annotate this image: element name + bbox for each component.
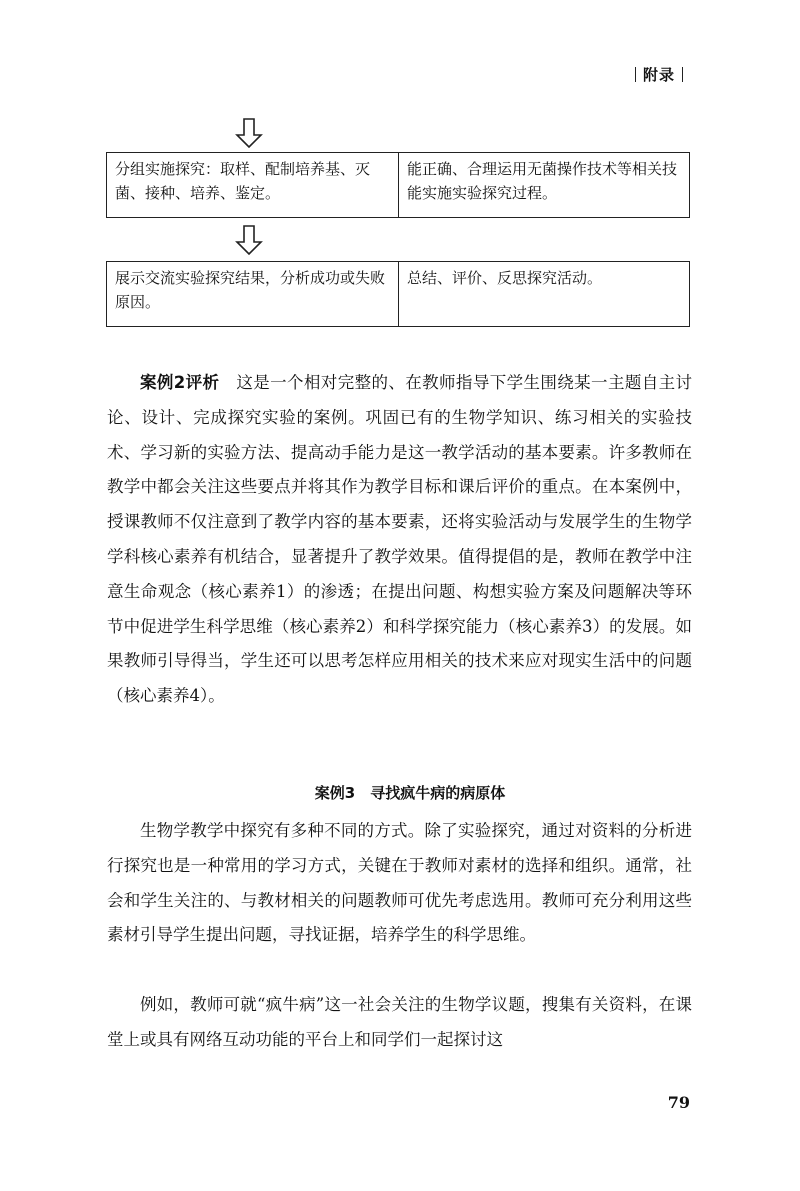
case3-title: 案例3 寻找疯牛病的病原体 [314, 784, 506, 802]
page-number: 79 [667, 1093, 690, 1112]
header-label: 附录 [642, 66, 675, 84]
flow-step-implement-action: 分组实施探究：取样、配制培养基、灭菌、接种、培养、鉴定。 [107, 153, 399, 217]
flow-step-present-goal: 总结、评价、反思探究活动。 [407, 269, 603, 287]
flow-step-implement-goal: 能正确、合理运用无菌操作技术等相关技能实施实验探究过程。 [407, 160, 678, 202]
down-arrow-icon [235, 225, 263, 255]
header-divider-left [635, 67, 636, 82]
header-divider-right [682, 67, 683, 82]
case2-analysis-paragraph [107, 366, 692, 714]
flow-step-present [106, 261, 690, 327]
case2-analysis-text: 这是一个相对完整的、在教师指导下学生围绕某一主题自主讨论、设计、完成探究实验的案例。巩固已有的生物学知识、练习相关的实验技术、学习新的实验方法、提高动手能力是这一教学活动的基本要素。许多教师在教学中都会关注这些要点并将其作为教学目标和课后评价的重点。在本案例中，授课教师不仅注意到了教学内容的基本要素，还将实验活动与发展学生的生物学学科核心素养有机结合，显著提升了教学效果。值得提倡的是，教师在教学中注意生命观念（核心素养1）的渗透；在提出问题、构想实验方案及问题解决等环节中促进学生科学思维（核心素养2）和科学探究能力（核心素养3）的发展。如果教师引导得当，学生还可以思考怎样应用相关的技术来应对现实生活中的问题（核心素养4）。 [107, 373, 693, 706]
case3-paragraph-1: 生物学教学中探究有多种不同的方式。除了实验探究，通过对资料的分析进行探究也是一种常用的学习方式，关键在于教师对素材的选择和组织。通常，社会和学生关注的、与教材相关的问题教师可优先考虑选用。教师可充分利用这些素材引导学生提出问题，寻找证据，培养学生的科学思维。 [107, 821, 692, 945]
case2-analysis-lead: 案例2评析 [140, 373, 220, 392]
down-arrow-icon [235, 118, 263, 148]
flow-step-implement [106, 152, 690, 218]
case3-paragraph-2: 例如，教师可就“疯牛病”这一社会关注的生物学议题，搜集有关资料，在课堂上或具有网络互动功能的平台上和同学们一起探讨这 [107, 995, 692, 1049]
flow-step-present-action: 展示交流实验探究结果，分析成功或失败原因。 [107, 262, 399, 326]
running-header [628, 64, 690, 85]
